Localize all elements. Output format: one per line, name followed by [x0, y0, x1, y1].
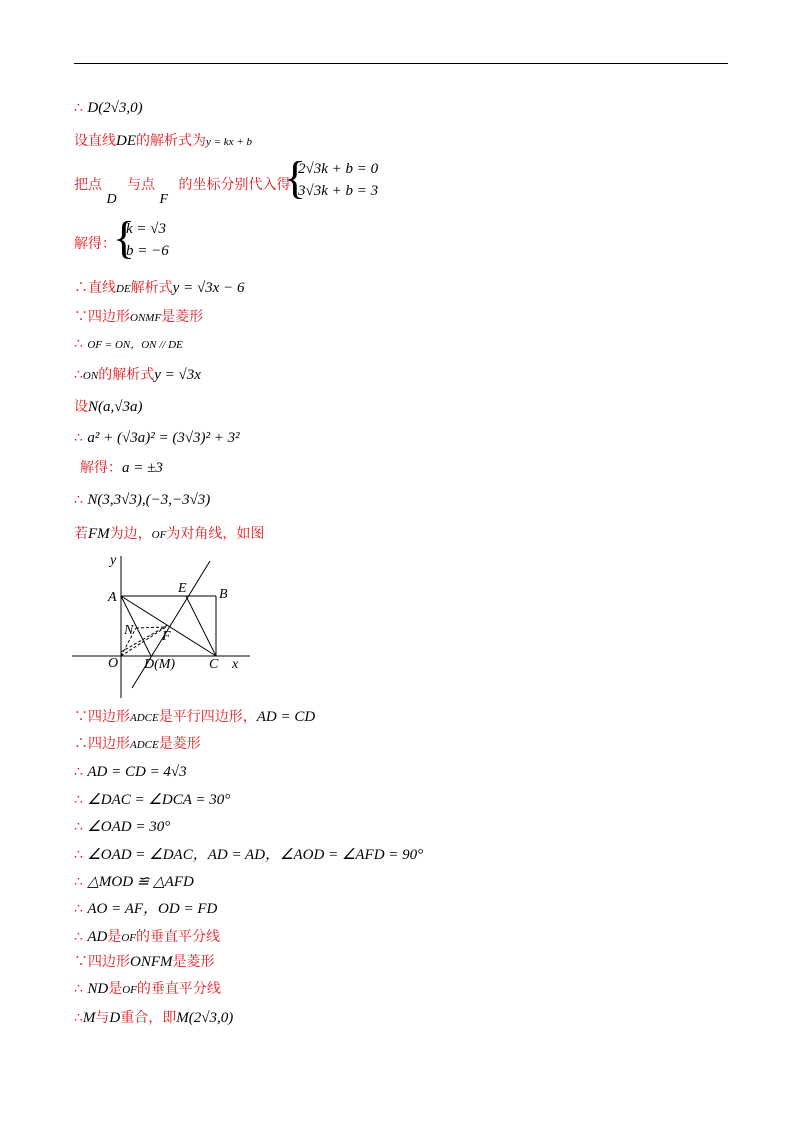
label-A: A [108, 590, 117, 605]
line-14 [74, 708, 315, 727]
math-expression: OF [151, 529, 167, 541]
therefore-symbol: ∴ [74, 1010, 83, 1026]
math-expression: AO = AF，OD = FD [87, 901, 218, 917]
math-expression: ADCE [130, 712, 159, 724]
text: 的解析式为 [136, 133, 206, 149]
text: 设 [74, 399, 88, 415]
text: 四边形 [88, 309, 130, 325]
math-expression: a = ±3 [122, 460, 163, 476]
math-expression: ND [87, 981, 109, 997]
text: 与点 [127, 177, 156, 193]
math-expression: △MOD ≌ △AFD [87, 874, 194, 890]
math-expression: DE [116, 133, 136, 149]
because-symbol: ∵ [74, 954, 88, 970]
therefore-symbol: ∴ [74, 901, 88, 917]
header-rule [74, 63, 728, 64]
math-expression: F [159, 192, 169, 207]
label-O: O [108, 656, 119, 671]
text: 是菱形 [172, 954, 215, 970]
math-expression: OF [122, 984, 137, 996]
line-7 [74, 335, 183, 354]
math-expression: M(2√3,0) [176, 1010, 234, 1026]
equation-system-2 [126, 218, 169, 262]
label-N: N [124, 623, 134, 638]
dashed-NF [136, 627, 166, 628]
text: 四边形 [88, 709, 130, 725]
line-18 [74, 818, 170, 836]
text: 设直线 [74, 133, 116, 149]
geometry-figure [72, 548, 262, 703]
therefore-symbol: ∴ [74, 847, 88, 863]
system-brace: { [284, 152, 307, 203]
label-x: x [232, 657, 239, 672]
therefore-symbol: ∴ [74, 100, 88, 116]
math-expression: ONMF [130, 312, 162, 324]
line-12 [74, 491, 210, 509]
text: 解得： [80, 460, 122, 476]
therefore-symbol: ∴ [74, 367, 83, 383]
line-10 [74, 429, 240, 447]
line-19 [74, 846, 423, 864]
math-expression: y = kx + b [206, 136, 252, 148]
line-9 [74, 398, 142, 416]
text: 四边形 [88, 736, 130, 752]
therefore-symbol: ∴ [74, 430, 88, 446]
math-expression: N(a,√3a) [88, 399, 143, 415]
line-6 [74, 308, 203, 327]
because-symbol: ∵ [74, 709, 88, 725]
line-15 [74, 735, 201, 754]
label-C: C [209, 657, 219, 672]
line-5 [74, 279, 244, 298]
therefore-symbol: ∴ [74, 280, 88, 296]
math-expression: AD [87, 929, 108, 945]
equation: k = √3 [126, 221, 167, 237]
math-expression: D [106, 192, 117, 207]
line-20 [74, 873, 194, 891]
text: 重合，即 [120, 1010, 177, 1026]
math-expression: y = √3x [154, 367, 201, 383]
line-1 [74, 99, 143, 117]
text: 是平行四边形， [158, 709, 257, 725]
text: 的坐标分别代入得： [178, 177, 305, 193]
math-expression: a² + (√3a)² = (3√3)² + 3² [87, 430, 240, 446]
math-expression: M [82, 1010, 96, 1026]
math-expression: D [109, 1010, 121, 1026]
label-D-M: D(M) [144, 657, 176, 672]
text: 直线 [88, 280, 116, 296]
math-expression: ADCE [130, 739, 159, 751]
equation: 3√3k + b = 3 [298, 183, 379, 199]
text: 与 [95, 1010, 110, 1026]
line-2 [74, 132, 252, 151]
line-4 [74, 235, 116, 253]
math-expression: ∠OAD = 30° [87, 819, 171, 835]
math-expression: ∠OAD = ∠DAC，AD = AD，∠AOD = ∠AFD = 90° [87, 847, 424, 863]
text: 的垂直平分线 [136, 981, 221, 997]
math-expression: AD = CD = 4√3 [87, 764, 187, 780]
equation-system-1 [298, 158, 378, 202]
text: 四边形 [88, 954, 130, 970]
therefore-symbol: ∴ [74, 981, 88, 997]
line-3 [74, 176, 305, 207]
math-expression: ∠DAC = ∠DCA = 30° [87, 792, 231, 808]
text: 是 [108, 981, 123, 997]
line-13 [74, 525, 264, 544]
text: 解得： [74, 236, 116, 252]
therefore-symbol: ∴ [74, 736, 88, 752]
equation: 2√3k + b = 0 [298, 161, 379, 177]
text: 是 [107, 929, 122, 945]
text: 解析式 [130, 280, 173, 296]
math-expression: AD = CD [256, 709, 316, 725]
equation: b = −6 [126, 243, 169, 259]
text: 是菱形 [161, 309, 204, 325]
text: 是菱形 [158, 736, 201, 752]
therefore-symbol: ∴ [74, 874, 88, 890]
therefore-symbol: ∴ [74, 819, 88, 835]
label-F: F [162, 629, 171, 644]
math-expression: D(2√3,0) [87, 100, 143, 116]
line-8 [74, 366, 201, 385]
text: 把点 [74, 177, 102, 193]
line-16 [74, 763, 187, 781]
math-expression: OF [121, 932, 137, 944]
text: 若 [74, 526, 88, 542]
math-expression: OF = ON，ON // DE [87, 339, 183, 351]
therefore-symbol: ∴ [74, 764, 88, 780]
because-symbol: ∵ [74, 309, 88, 325]
line-25 [74, 1009, 233, 1027]
math-expression: DE [116, 283, 131, 295]
text: 的垂直平分线 [136, 929, 221, 945]
math-expression: y = √3x − 6 [172, 280, 245, 296]
label-B: B [219, 587, 228, 602]
therefore-symbol: ∴ [74, 929, 88, 945]
line-11 [80, 459, 163, 477]
text: 为边， [109, 526, 152, 542]
label-E: E [178, 581, 187, 596]
label-y: y [110, 553, 117, 568]
system-brace: { [113, 212, 136, 263]
math-expression: ON [82, 370, 99, 382]
math-expression: FM [88, 526, 110, 542]
line-17 [74, 791, 230, 809]
text: 的解析式 [98, 367, 155, 383]
line-22 [74, 928, 220, 947]
line-24 [74, 980, 221, 999]
therefore-symbol: ∴ [74, 792, 88, 808]
text: 为对角线，如图 [166, 526, 265, 542]
math-expression: N(3,3√3),(−3,−3√3) [87, 492, 211, 508]
line-21 [74, 900, 217, 918]
line-23 [74, 953, 215, 971]
therefore-symbol: ∴ [74, 492, 88, 508]
math-expression: ONFM [130, 954, 173, 970]
therefore-symbol: ∴ [74, 336, 88, 352]
